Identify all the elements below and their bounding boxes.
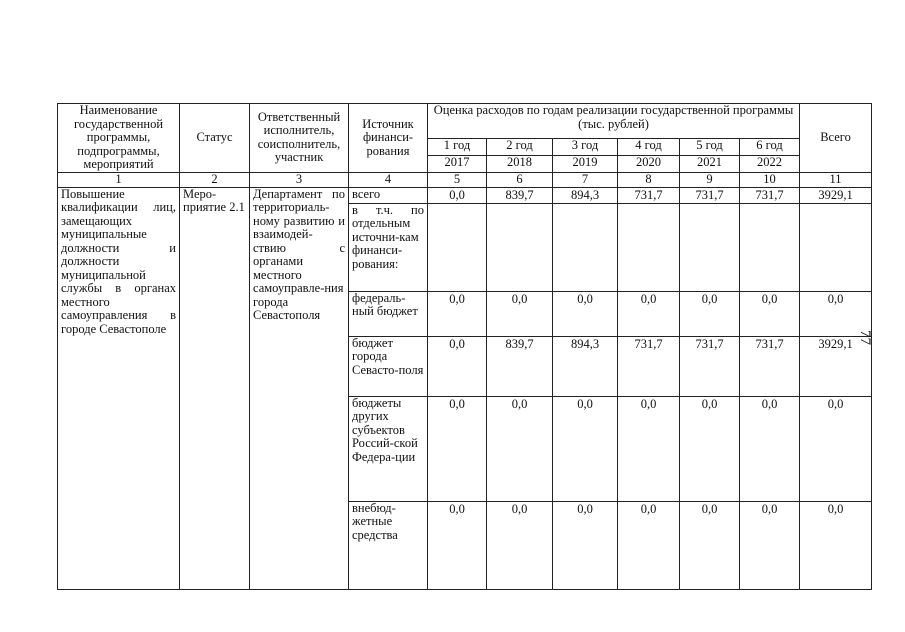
value-cell: 0,0 (680, 501, 740, 589)
total-cell: 0,0 (800, 501, 872, 589)
source-label: бюджеты других субъектов Россий-ской Федера-ции (349, 396, 428, 501)
col-number: 7 (553, 172, 618, 187)
value-cell: 0,0 (618, 501, 680, 589)
value-cell (428, 203, 487, 291)
col-number: 3 (250, 172, 349, 187)
col-number: 10 (740, 172, 800, 187)
year-label: 4 год (618, 138, 680, 155)
year-label: 2 год (487, 138, 553, 155)
value-cell: 0,0 (740, 396, 800, 501)
value-cell: 731,7 (618, 187, 680, 203)
value-cell: 731,7 (740, 187, 800, 203)
value-cell: 0,0 (487, 501, 553, 589)
year-label: 6 год (740, 138, 800, 155)
col-number: 1 (58, 172, 180, 187)
header-total: Всего (800, 104, 872, 173)
value-cell: 731,7 (618, 336, 680, 396)
source-label: в т.ч. по отдельным источни-кам финанси-рования: (349, 203, 428, 291)
year-value: 2019 (553, 156, 618, 172)
year-label: 5 год (680, 138, 740, 155)
total-cell: 3929,1 (800, 336, 872, 396)
col-number: 2 (180, 172, 250, 187)
year-label: 1 год (428, 138, 487, 155)
page-number: 77 (857, 330, 873, 345)
year-value: 2020 (618, 156, 680, 172)
measure-responsible: Департамент по территориаль-ному развитию и взаимодей-ствию с органами местного самоуправле-ния города Севастополя (250, 187, 349, 589)
value-cell: 839,7 (487, 336, 553, 396)
value-cell: 0,0 (487, 291, 553, 336)
source-label: внебюд-жетные средства (349, 501, 428, 589)
value-cell: 0,0 (428, 396, 487, 501)
value-cell: 894,3 (553, 187, 618, 203)
value-cell: 0,0 (740, 501, 800, 589)
value-cell (618, 203, 680, 291)
value-cell: 0,0 (428, 336, 487, 396)
value-cell: 894,3 (553, 336, 618, 396)
col-number: 8 (618, 172, 680, 187)
value-cell: 0,0 (428, 291, 487, 336)
source-label: федераль-ный бюджет (349, 291, 428, 336)
value-cell: 0,0 (553, 291, 618, 336)
total-cell: 3929,1 (800, 187, 872, 203)
year-value: 2021 (680, 156, 740, 172)
source-label: бюджет города Севасто-поля (349, 336, 428, 396)
year-value: 2017 (428, 156, 487, 172)
value-cell: 731,7 (680, 187, 740, 203)
value-cell: 0,0 (680, 291, 740, 336)
value-cell: 0,0 (680, 396, 740, 501)
value-cell (553, 203, 618, 291)
value-cell: 0,0 (740, 291, 800, 336)
year-value: 2018 (487, 156, 553, 172)
header-estimate: Оценка расходов по годам реализации государственной программы (тыс. рублей) (428, 104, 800, 139)
expenses-table (57, 103, 872, 590)
source-label: всего (349, 187, 428, 203)
value-cell: 0,0 (428, 501, 487, 589)
total-cell: 0,0 (800, 396, 872, 501)
value-cell: 839,7 (487, 187, 553, 203)
year-value: 2022 (740, 156, 800, 172)
value-cell: 0,0 (618, 396, 680, 501)
value-cell: 731,7 (680, 336, 740, 396)
col-number: 6 (487, 172, 553, 187)
year-label: 3 год (553, 138, 618, 155)
value-cell: 0,0 (428, 187, 487, 203)
col-number: 11 (800, 172, 872, 187)
total-cell: 0,0 (800, 291, 872, 336)
header-source: Источник финанси-рования (349, 104, 428, 173)
total-cell (800, 203, 872, 291)
header-status: Статус (180, 104, 250, 173)
value-cell: 0,0 (553, 501, 618, 589)
measure-name: Повышение квалификации лиц, замещающих муниципальные должности и должности муниципальной службы в органах местного самоуправления в городе Севастополе (58, 187, 180, 589)
col-number: 4 (349, 172, 428, 187)
value-cell: 0,0 (487, 396, 553, 501)
header-responsible: Ответственный исполнитель, соисполнитель, участник (250, 104, 349, 173)
header-name: Наименование государственной программы, подпрограммы, мероприятий (58, 104, 180, 173)
value-cell (740, 203, 800, 291)
col-number: 9 (680, 172, 740, 187)
value-cell: 731,7 (740, 336, 800, 396)
value-cell: 0,0 (618, 291, 680, 336)
value-cell: 0,0 (553, 396, 618, 501)
value-cell (680, 203, 740, 291)
value-cell (487, 203, 553, 291)
col-number: 5 (428, 172, 487, 187)
measure-status: Меро-приятие 2.1 (180, 187, 250, 589)
